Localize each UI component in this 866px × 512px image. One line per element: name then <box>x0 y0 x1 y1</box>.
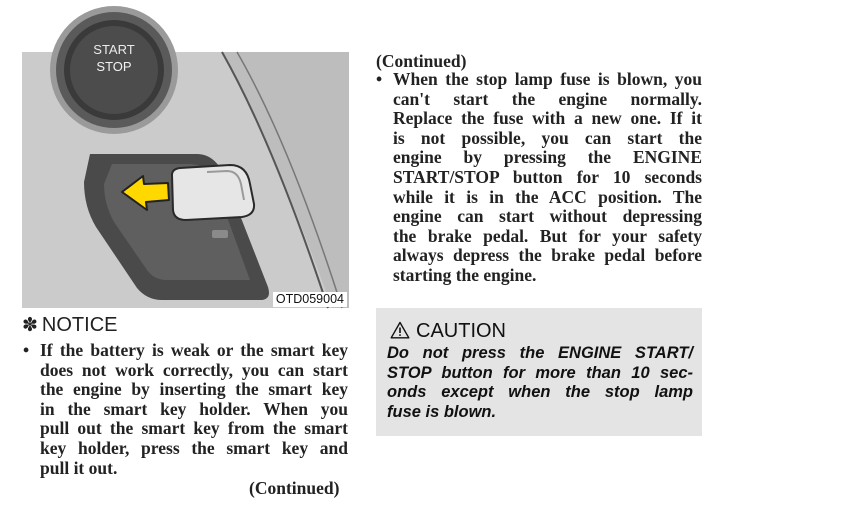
figure-caption: OTD059004 <box>273 292 347 307</box>
body-line: the brake pedal. But for your safety <box>393 225 702 246</box>
notice-line: pull it out. <box>40 457 118 478</box>
continued-label: (Continued) <box>249 478 340 498</box>
smart-key-holder-figure <box>22 42 349 308</box>
caution-line: onds except when the stop lamp <box>387 383 693 402</box>
notice-heading <box>22 313 117 338</box>
caution-line: fuse is blown. <box>387 402 497 421</box>
body-line: is not possible, you can start the <box>393 127 702 148</box>
body-line: Replace the fuse with a new one. If it <box>393 108 702 129</box>
body-line: always depress the brake pedal before <box>393 245 702 266</box>
body-line: can't start the engine normally. <box>393 88 702 109</box>
bullet-icon: • <box>23 340 30 360</box>
caution-title: CAUTION <box>416 320 506 342</box>
notice-line: does not work correctly, you can start <box>40 359 348 380</box>
body-line: starting the engine. <box>393 264 537 285</box>
body-line: When the stop lamp fuse is blown, you <box>393 69 702 89</box>
caution-heading <box>390 319 506 343</box>
notice-line: pull out the smart key from the smart <box>40 418 348 439</box>
body-line: engine by pressing the ENGINE <box>393 147 702 168</box>
notice-text <box>23 340 348 478</box>
body-line: engine can start without depressing <box>393 206 702 227</box>
smart-key-holder-illustration <box>22 42 349 308</box>
caution-box <box>376 308 702 436</box>
notice-star-icon: ✽ <box>22 315 38 336</box>
stop-lamp-fuse-text <box>376 69 702 286</box>
notice-line: in the smart key holder. When you <box>40 398 348 419</box>
notice-title: NOTICE <box>41 314 118 336</box>
body-line: START/STOP button for 10 seconds <box>393 166 702 187</box>
continued-heading: (Continued) <box>376 51 467 71</box>
body-line: while it is in the ACC position. The <box>393 186 702 207</box>
notice-line: key holder, press the smart key and <box>40 437 348 458</box>
notice-line: If the battery is weak or the smart key <box>40 340 348 360</box>
button-label-stop: STOP <box>96 59 132 74</box>
button-label-start: START <box>93 42 135 57</box>
caution-text <box>387 344 693 422</box>
caution-line: STOP button for more than 10 sec- <box>387 363 693 382</box>
notice-line: the engine by inserting the smart key <box>40 379 348 400</box>
warning-triangle-icon <box>390 321 410 339</box>
bullet-icon: • <box>376 69 383 89</box>
caution-line: Do not press the ENGINE START/ <box>387 344 693 362</box>
